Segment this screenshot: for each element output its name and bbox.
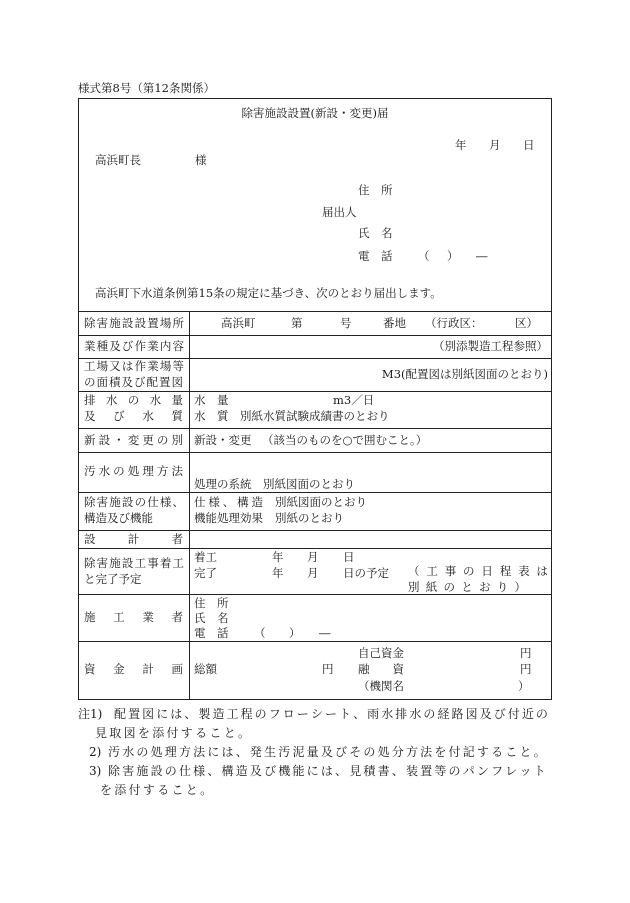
location-go: 号 bbox=[340, 316, 352, 330]
glyph: 資 bbox=[84, 662, 96, 676]
wastewater-label-line2 bbox=[84, 409, 183, 423]
glyph: 水 bbox=[122, 745, 135, 759]
glyph: 程 bbox=[240, 707, 253, 721]
glyph: 資 bbox=[392, 662, 404, 676]
glyph: び bbox=[335, 745, 348, 759]
glyph: 記 bbox=[462, 745, 475, 759]
designer-label bbox=[84, 532, 183, 546]
contractor-phone-label: 電 話 bbox=[194, 626, 229, 640]
location-district-open: （行政区： bbox=[425, 316, 483, 330]
glyph: 図 bbox=[142, 707, 155, 721]
note-3-marker: 3) bbox=[89, 764, 102, 778]
form-title: 除害施設設置(新設・変更)届 bbox=[241, 106, 389, 120]
glyph: 付 bbox=[448, 745, 461, 759]
glyph: 事 bbox=[147, 556, 159, 570]
glyph: 方 bbox=[156, 464, 169, 478]
location-town: 高浜町 bbox=[221, 316, 256, 330]
glyph: 造 bbox=[212, 707, 225, 721]
glyph: 法 bbox=[171, 464, 183, 478]
glyph: 日 bbox=[481, 564, 493, 578]
note-2-line1 bbox=[108, 745, 546, 759]
glyph: 工 bbox=[113, 610, 125, 624]
glyph: 除 bbox=[108, 764, 121, 778]
glyph: 水 bbox=[409, 707, 422, 721]
glyph: 金 bbox=[113, 662, 125, 676]
glyph: 水 bbox=[149, 393, 162, 407]
glyph: 紙 bbox=[425, 580, 438, 594]
table-rule bbox=[78, 452, 552, 453]
glyph: 施 bbox=[109, 495, 121, 509]
glyph: 及 bbox=[320, 745, 333, 759]
contractor-name-label: 氏 名 bbox=[194, 611, 229, 625]
glyph: 排 bbox=[84, 393, 96, 407]
glyph: 装 bbox=[405, 764, 418, 778]
glyph: び bbox=[134, 375, 146, 389]
glyph: 生 bbox=[264, 745, 277, 759]
glyph: の bbox=[127, 393, 140, 407]
area-label-line1 bbox=[84, 359, 184, 373]
glyph: ッ bbox=[519, 764, 532, 778]
glyph: 及 bbox=[84, 409, 96, 423]
glyph: 法 bbox=[193, 745, 206, 759]
glyph: 内 bbox=[159, 339, 172, 353]
type-label bbox=[84, 433, 183, 447]
glyph: 計 bbox=[142, 662, 154, 676]
glyph: 設 bbox=[150, 764, 163, 778]
glyph: 工 bbox=[134, 556, 147, 570]
treatment-value: 処理の系統 別紙図面のとおり bbox=[194, 477, 355, 491]
note-2-marker: 2) bbox=[89, 745, 102, 759]
glyph: 設 bbox=[121, 495, 134, 509]
glyph: 、 bbox=[222, 495, 235, 509]
glyph: 設 bbox=[121, 556, 134, 570]
glyph: す bbox=[476, 745, 489, 759]
glyph: は bbox=[170, 707, 183, 721]
end-month: 月 bbox=[307, 566, 319, 580]
glyph: と bbox=[461, 580, 473, 594]
glyph: 汚 bbox=[84, 464, 96, 478]
glyph: 別 bbox=[408, 580, 420, 594]
glyph: 置 bbox=[147, 316, 159, 330]
spec-subject bbox=[194, 495, 263, 509]
glyph: 方 bbox=[178, 745, 191, 759]
glyph: 除 bbox=[84, 495, 96, 509]
glyph: フ bbox=[268, 707, 281, 721]
glyph: 、 bbox=[391, 764, 404, 778]
glyph: の bbox=[463, 564, 475, 578]
glyph: は bbox=[121, 359, 134, 373]
function-value: 別紙のとおり bbox=[275, 511, 344, 525]
glyph: 構 bbox=[221, 764, 234, 778]
glyph: 処 bbox=[127, 464, 140, 478]
glyph: 容 bbox=[172, 339, 184, 353]
applicant-label: 届出人 bbox=[322, 205, 357, 219]
form-number: 様式第8号（第12条関係） bbox=[78, 81, 215, 95]
glyph: 工 bbox=[226, 707, 239, 721]
glyph: 及 bbox=[121, 375, 133, 389]
contractor-phone-close: ） bbox=[289, 626, 301, 640]
type-value: 新設・変更 bbox=[194, 433, 252, 447]
business-label bbox=[84, 339, 184, 353]
glyph: 積 bbox=[109, 375, 121, 389]
glyph: 理 bbox=[164, 745, 177, 759]
glyph: フ bbox=[491, 764, 504, 778]
glyph: 発 bbox=[249, 745, 262, 759]
glyph: 更 bbox=[142, 433, 154, 447]
end-day: 日の予定 bbox=[343, 566, 389, 580]
location-district-close: 区） bbox=[515, 316, 538, 330]
note-3-line1 bbox=[108, 764, 546, 778]
glyph: 路 bbox=[451, 707, 464, 721]
glyph: の bbox=[113, 464, 125, 478]
glyph: 業 bbox=[147, 359, 159, 373]
glyph: ト bbox=[339, 707, 352, 721]
location-label bbox=[84, 316, 184, 330]
glyph: 者 bbox=[171, 532, 183, 546]
glyph: 、 bbox=[335, 764, 348, 778]
area-label-line2 bbox=[84, 375, 183, 389]
glyph: 付 bbox=[507, 707, 520, 721]
glyph: る bbox=[491, 745, 504, 759]
glyph: 質 bbox=[171, 409, 183, 423]
glyph: 設 bbox=[84, 532, 96, 546]
glyph: 水 bbox=[105, 393, 118, 407]
start-label: 着工 bbox=[194, 550, 217, 564]
glyph: 理 bbox=[142, 464, 154, 478]
glyph: ン bbox=[476, 764, 489, 778]
glyph: は bbox=[536, 564, 548, 578]
schedule-label-line2: と完了予定 bbox=[84, 572, 142, 586]
glyph: 種 bbox=[96, 339, 109, 353]
glyph: 積 bbox=[363, 764, 376, 778]
glyph: 、 bbox=[207, 764, 220, 778]
glyph: の bbox=[156, 433, 169, 447]
quality-label: 水 質 bbox=[194, 409, 229, 423]
glyph: ・ bbox=[113, 433, 125, 447]
table-rule bbox=[78, 335, 552, 336]
type-note: （該当のものを○で囲むこと。） bbox=[262, 433, 428, 447]
total-yen: 円 bbox=[322, 662, 334, 676]
glyph: 工 bbox=[426, 564, 438, 578]
glyph: 画 bbox=[171, 662, 183, 676]
schedule-note-line2 bbox=[408, 580, 526, 594]
glyph: 融 bbox=[358, 662, 370, 676]
glyph: 、 bbox=[172, 495, 184, 509]
glyph: と bbox=[519, 745, 532, 759]
note-1-marker: 注1) bbox=[78, 707, 103, 721]
glyph: 置 bbox=[159, 375, 171, 389]
glyph: ） bbox=[514, 580, 526, 594]
start-day: 日 bbox=[343, 550, 355, 564]
treatment-label bbox=[84, 464, 183, 478]
spec-label-line1 bbox=[84, 495, 184, 509]
table-rule bbox=[78, 391, 552, 392]
glyph: は bbox=[320, 764, 333, 778]
date-day: 日 bbox=[523, 138, 535, 152]
location-dai: 第 bbox=[291, 316, 303, 330]
glyph: 、 bbox=[235, 745, 248, 759]
glyph: 能 bbox=[292, 764, 305, 778]
glyph: 汚 bbox=[108, 745, 121, 759]
glyph: 製 bbox=[198, 707, 211, 721]
table-rule bbox=[78, 594, 552, 595]
glyph: 機 bbox=[278, 764, 291, 778]
glyph: （ bbox=[408, 564, 420, 578]
glyph: 等 bbox=[172, 359, 184, 373]
note-1-line1 bbox=[114, 707, 548, 721]
date-month: 月 bbox=[489, 138, 501, 152]
applicant-phone-dash: ― bbox=[476, 249, 488, 263]
glyph: 経 bbox=[437, 707, 450, 721]
glyph: の bbox=[363, 745, 376, 759]
glyph: 場 bbox=[159, 359, 172, 373]
glyph: の bbox=[134, 495, 147, 509]
glyph: 方 bbox=[405, 745, 418, 759]
table-rule bbox=[78, 641, 552, 642]
total-label: 総額 bbox=[194, 662, 217, 676]
glyph: に bbox=[306, 764, 319, 778]
glyph: の bbox=[84, 375, 96, 389]
end-label: 完了 bbox=[194, 566, 217, 580]
glyph: 計 bbox=[127, 532, 140, 546]
glyph: 造 bbox=[235, 764, 248, 778]
glyph: 除 bbox=[84, 556, 96, 570]
glyph: 置 bbox=[420, 764, 433, 778]
glyph: ー bbox=[324, 707, 337, 721]
note-1-line2: 見取図を添付すること。 bbox=[95, 726, 253, 740]
note-3-line2: を添付すること。 bbox=[100, 783, 215, 797]
glyph: 配 bbox=[146, 375, 158, 389]
glyph: 仕 bbox=[178, 764, 191, 778]
glyph: 及 bbox=[479, 707, 492, 721]
glyph: 設 bbox=[134, 316, 147, 330]
glyph: 水 bbox=[98, 464, 111, 478]
loan-yen: 円 bbox=[520, 662, 532, 676]
location-banchi: 番地 bbox=[383, 316, 406, 330]
glyph: 排 bbox=[395, 707, 408, 721]
glyph: び bbox=[264, 764, 277, 778]
glyph: 書 bbox=[377, 764, 390, 778]
glyph: 業 bbox=[84, 339, 96, 353]
glyph: び bbox=[121, 339, 134, 353]
glyph: 図 bbox=[465, 707, 478, 721]
quality-value: 別紙水質試験成績書のとおり bbox=[240, 409, 390, 423]
glyph: ト bbox=[533, 764, 546, 778]
applicant-address-label: 住 所 bbox=[358, 183, 393, 197]
glyph: 者 bbox=[171, 610, 183, 624]
function-label: 機能処理効果 bbox=[194, 511, 263, 525]
glyph: の bbox=[423, 707, 436, 721]
glyph: 仕 bbox=[194, 495, 206, 509]
glyph: 及 bbox=[109, 339, 121, 353]
glyph: の bbox=[448, 764, 461, 778]
wastewater-label-line1 bbox=[84, 393, 183, 407]
glyph: 面 bbox=[96, 375, 108, 389]
glyph: 施 bbox=[84, 610, 96, 624]
addressee-honorific: 様 bbox=[195, 153, 207, 167]
glyph: 及 bbox=[249, 764, 262, 778]
contractor-label bbox=[84, 610, 183, 624]
addressee-name: 高浜町長 bbox=[95, 153, 141, 167]
glyph: 図 bbox=[171, 375, 183, 389]
spec-label-line2: 構造及び機能 bbox=[84, 511, 153, 525]
glyph: 仕 bbox=[147, 495, 159, 509]
funding-label bbox=[84, 662, 183, 676]
contractor-address-label: 住 所 bbox=[194, 596, 229, 610]
glyph: 工 bbox=[172, 556, 184, 570]
glyph: 構 bbox=[237, 495, 249, 509]
glyph: 泥 bbox=[292, 745, 305, 759]
applicant-phone-label: 電 話 bbox=[358, 249, 393, 263]
glyph: レ bbox=[505, 764, 518, 778]
volume-label: 水 量 bbox=[194, 393, 229, 407]
glyph: の bbox=[535, 707, 548, 721]
schedule-note-line1 bbox=[408, 564, 548, 578]
glyph: シ bbox=[310, 707, 323, 721]
business-note: （別添製造工程参照） bbox=[433, 339, 548, 353]
applicant-phone-open: （ bbox=[418, 249, 430, 263]
glyph: お bbox=[479, 580, 491, 594]
table-rule bbox=[78, 311, 552, 312]
table-rule bbox=[78, 530, 552, 531]
glyph: の bbox=[164, 764, 177, 778]
applicant-phone-close: ） bbox=[447, 249, 459, 263]
glyph: 設 bbox=[98, 433, 111, 447]
applicant-name-label: 氏 名 bbox=[358, 226, 393, 240]
glyph: 業 bbox=[147, 339, 159, 353]
glyph: 所 bbox=[172, 316, 184, 330]
table-rule bbox=[78, 492, 552, 493]
spec-value: 別紙図面のとおり bbox=[275, 495, 367, 509]
glyph: 水 bbox=[381, 707, 394, 721]
glyph: り bbox=[496, 580, 509, 594]
glyph: 処 bbox=[150, 745, 163, 759]
glyph: 置 bbox=[128, 707, 141, 721]
glyph: 施 bbox=[136, 764, 149, 778]
glyph: 変 bbox=[127, 433, 140, 447]
glyph: 害 bbox=[96, 495, 109, 509]
glyph: 近 bbox=[521, 707, 534, 721]
glyph: 。 bbox=[533, 745, 546, 759]
glyph: は bbox=[221, 745, 234, 759]
schedule-label-line1 bbox=[84, 556, 184, 570]
glyph: 作 bbox=[134, 359, 147, 373]
glyph: 作 bbox=[134, 339, 147, 353]
institution-close: ） bbox=[518, 679, 530, 693]
glyph: 分 bbox=[391, 745, 404, 759]
glyph: 量 bbox=[171, 393, 183, 407]
glyph: の bbox=[254, 707, 267, 721]
glyph: 施 bbox=[109, 316, 121, 330]
glyph: 別 bbox=[171, 433, 183, 447]
volume-unit: m3／日 bbox=[333, 393, 375, 407]
contractor-phone-dash: ― bbox=[319, 626, 331, 640]
glyph: 害 bbox=[96, 316, 109, 330]
glyph: を bbox=[434, 745, 447, 759]
glyph: に bbox=[156, 707, 169, 721]
glyph: 様 bbox=[159, 495, 172, 509]
end-year: 年 bbox=[272, 566, 284, 580]
glyph: の bbox=[136, 745, 149, 759]
glyph: 法 bbox=[420, 745, 433, 759]
glyph: 配 bbox=[114, 707, 127, 721]
glyph: 施 bbox=[109, 556, 121, 570]
glyph: 量 bbox=[306, 745, 319, 759]
glyph: び bbox=[493, 707, 506, 721]
start-month: 月 bbox=[307, 550, 319, 564]
glyph: 害 bbox=[122, 764, 135, 778]
glyph: 着 bbox=[159, 556, 172, 570]
glyph: 業 bbox=[142, 610, 154, 624]
glyph: そ bbox=[349, 745, 362, 759]
area-value: M3(配置図は別紙図面のとおり) bbox=[381, 367, 548, 381]
institution-open: （機関名 bbox=[358, 679, 404, 693]
glyph: に bbox=[207, 745, 220, 759]
glyph: 除 bbox=[84, 316, 96, 330]
start-year: 年 bbox=[272, 550, 284, 564]
glyph: 場 bbox=[159, 316, 172, 330]
glyph: び bbox=[113, 409, 125, 423]
glyph: 水 bbox=[142, 409, 154, 423]
date-year: 年 bbox=[455, 138, 467, 152]
contractor-phone-open: （ bbox=[254, 626, 266, 640]
glyph: 設 bbox=[121, 316, 134, 330]
table-rule bbox=[78, 428, 552, 429]
glyph: 汚 bbox=[278, 745, 291, 759]
glyph: ロ bbox=[282, 707, 295, 721]
glyph: 様 bbox=[208, 495, 220, 509]
table-column-divider bbox=[189, 311, 190, 700]
glyph: パ bbox=[462, 764, 475, 778]
glyph: 害 bbox=[96, 556, 109, 570]
glyph: 等 bbox=[434, 764, 447, 778]
glyph: 処 bbox=[377, 745, 390, 759]
glyph: 、 bbox=[184, 707, 197, 721]
own-funds-yen: 円 bbox=[520, 646, 532, 660]
glyph: ー bbox=[296, 707, 309, 721]
glyph: 見 bbox=[349, 764, 362, 778]
glyph: 場 bbox=[96, 359, 109, 373]
glyph: 様 bbox=[193, 764, 206, 778]
glyph: 雨 bbox=[367, 707, 380, 721]
glyph: 表 bbox=[518, 564, 530, 578]
glyph: 又 bbox=[109, 359, 121, 373]
glyph: 工 bbox=[84, 359, 96, 373]
glyph: 造 bbox=[251, 495, 263, 509]
glyph: の bbox=[443, 580, 455, 594]
own-funds-label: 自己資金 bbox=[358, 646, 404, 660]
glyph: こ bbox=[505, 745, 518, 759]
glyph: 程 bbox=[499, 564, 512, 578]
statement: 高浜町下水道条例第15条の規定に基づき、次のとおり届出します。 bbox=[95, 286, 442, 300]
glyph: 新 bbox=[84, 433, 96, 447]
loan-label bbox=[358, 662, 404, 676]
table-rule bbox=[78, 548, 552, 549]
glyph: 事 bbox=[444, 564, 457, 578]
glyph: 、 bbox=[353, 707, 366, 721]
